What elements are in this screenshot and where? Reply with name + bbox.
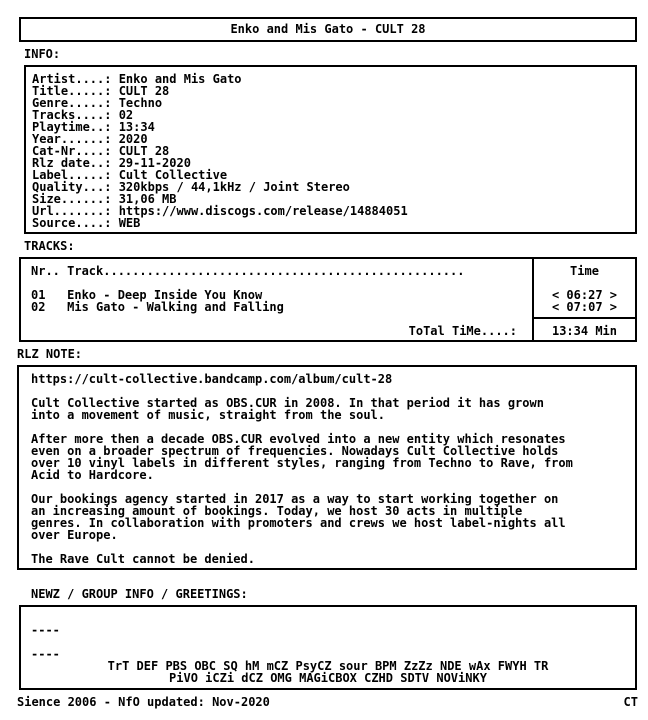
rlz-note-paragraph: https://cult-collective.bandcamp.com/album/cult-28	[31, 372, 393, 386]
total-time-value: 13:34 Min	[551, 324, 618, 338]
info-row: Size......: 31,06 MB	[32, 192, 177, 206]
newz-dash-2: ----	[31, 647, 60, 661]
rlz-note-box	[17, 365, 637, 570]
track-time: < 06:27 >	[551, 288, 618, 302]
rlz-note-paragraph: Our bookings agency started in 2017 as a way to start working together on an increasing amount of bookings. Today, we host 30 acts in multiple genres. In collaboration with promoters and crews we host label-nights all over Europe.	[31, 492, 566, 542]
info-row: Title.....: CULT 28	[32, 84, 170, 98]
greetings-line-2: PiVO iCZi dCZ OMG MAGiCBOX CZHD SDTV NOViNKY	[169, 671, 487, 685]
tracks-divider-horizontal	[532, 317, 635, 319]
total-time-label: ToTal TiMe....:	[408, 324, 517, 338]
info-row: Url.......: https://www.discogs.com/release/14884051	[32, 204, 408, 218]
track-row: 01 Enko - Deep Inside You Know	[31, 288, 263, 302]
rlz-note-label: RLZ NOTE:	[17, 347, 83, 361]
footer-updated: Sience 2006 - NfO updated: Nov-2020	[17, 695, 270, 709]
info-row: Label.....: Cult Collective	[32, 168, 228, 182]
info-row: Cat-Nr....: CULT 28	[32, 144, 170, 158]
info-row: Artist....: Enko and Mis Gato	[32, 72, 242, 86]
rlz-note-text	[31, 373, 573, 577]
newz-dash-1: ----	[31, 623, 60, 637]
footer-signature: CT	[623, 695, 638, 709]
tracks-header: Nr.. Track..................................................	[31, 264, 465, 278]
info-box	[24, 65, 637, 234]
rlz-note-paragraph: After more then a decade OBS.CUR evolved into a new entity which resonates even on a broader spectrum of frequencies. Nowadays Cult Collective holds over 10 vinyl labels in different styles, ranging from Techno to Rave, from Acid to Hardcore.	[31, 432, 573, 482]
info-row: Rlz date..: 29-11-2020	[32, 156, 191, 170]
tracks-time-header: Time	[570, 264, 599, 278]
info-row: Source....: WEB	[32, 216, 141, 230]
tracks-box	[19, 257, 637, 342]
track-time-list	[534, 289, 635, 313]
tracks-label: TRACKS:	[24, 239, 75, 253]
track-time: < 07:07 >	[551, 300, 618, 314]
rlz-note-paragraph: The Rave Cult cannot be denied.	[31, 552, 255, 566]
info-row: Genre.....: Techno	[32, 96, 163, 110]
newz-box	[19, 605, 637, 690]
info-row: Quality...: 320kbps / 44,1kHz / Joint Stereo	[32, 180, 350, 194]
greetings-line-1: TrT DEF PBS OBC SQ hM mCZ PsyCZ sour BPM ZzZz NDE wAx FWYH TR	[107, 659, 549, 673]
info-row: Playtime..: 13:34	[32, 120, 155, 134]
rlz-note-paragraph: Cult Collective started as OBS.CUR in 2008. In that period it has grown into a movement of music, straight from the soul.	[31, 396, 544, 422]
info-row: Tracks....: 02	[32, 108, 134, 122]
newz-label: NEWZ / GROUP INFO / GREETINGS:	[31, 587, 248, 601]
track-list	[31, 289, 284, 313]
info-list	[32, 73, 408, 229]
title-box	[19, 17, 637, 42]
info-label: INFO:	[24, 47, 61, 61]
release-title: Enko and Mis Gato - CULT 28	[230, 22, 426, 36]
track-row: 02 Mis Gato - Walking and Falling	[31, 300, 284, 314]
info-row: Year......: 2020	[32, 132, 148, 146]
